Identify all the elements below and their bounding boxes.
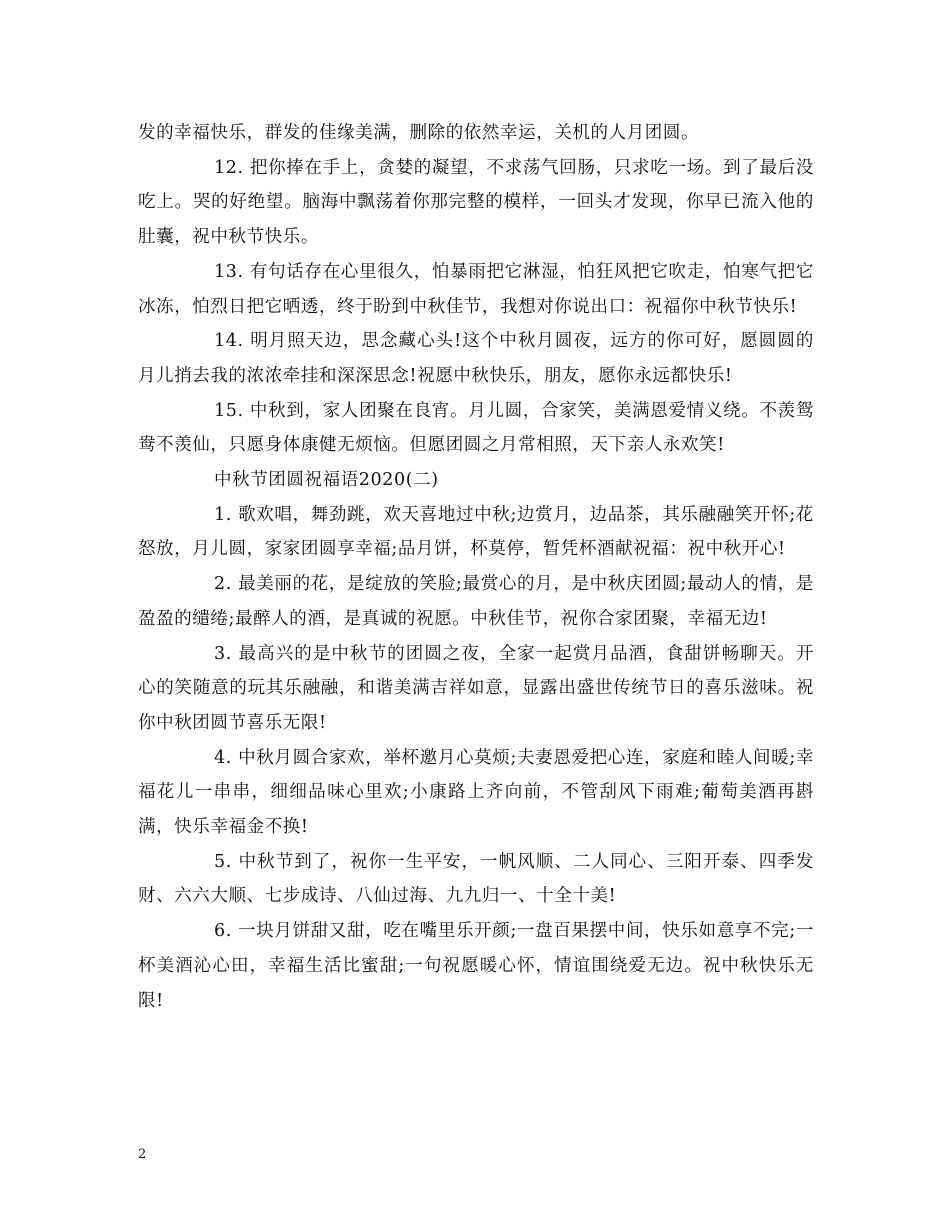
greeting-item-4: 4. 中秋月圆合家欢，举杯邀月心莫烦;夫妻恩爱把心连，家庭和睦人间暖;幸福花儿一串串，细细品味心里欢;小康路上齐向前，不管刮风下雨难;葡萄美酒再斟满，快乐幸福金不换! [138,747,814,838]
document-body [138,116,814,1018]
greeting-item-13: 13. 有句话存在心里很久，怕暴雨把它淋湿，怕狂风把它吹走，怕寒气把它冰冻，怕烈日把它晒透，终于盼到中秋佳节，我想对你说出口：祝福你中秋节快乐! [138,261,814,317]
greeting-item-2: 2. 最美丽的花，是绽放的笑脸;最赏心的月，是中秋庆团圆;最动人的情，是盈盈的缱绻;最醉人的酒，是真诚的祝愿。中秋佳节，祝你合家团聚，幸福无边! [138,574,814,629]
greeting-item-3: 3. 最高兴的是中秋节的团圆之夜，全家一起赏月品酒，食甜饼畅聊天。开心的笑随意的玩其乐融融，和谐美满吉祥如意，显露出盛世传统节日的喜乐滋味。祝你中秋团圆节喜乐无限! [138,643,814,733]
continuation-paragraph: 发的幸福快乐，群发的佳缘美满，删除的依然幸运，关机的人月团圆。 [138,123,700,143]
greeting-item-1: 1. 歌欢唱，舞劲跳，欢天喜地过中秋;边赏月，边品茶，其乐融融笑开怀;花怒放，月儿圆，家家团圆享幸福;品月饼，杯莫停，暂凭杯酒献祝福：祝中秋开心! [138,504,814,560]
page-number: 2 [138,1147,147,1162]
greeting-item-14: 14. 明月照天边，思念藏心头!这个中秋月圆夜，远方的你可好，愿圆圆的月儿捎去我的浓浓牵挂和深深思念!祝愿中秋快乐，朋友，愿你永远都快乐! [138,331,814,386]
greeting-item-12: 12. 把你捧在手上，贪婪的凝望，不求荡气回肠，只求吃一场。到了最后没吃上。哭的好绝望。脑海中飘荡着你那完整的模样，一回头才发现，你早已流入他的肚囊，祝中秋节快乐。 [138,157,814,248]
greeting-item-15: 15. 中秋到，家人团聚在良宵。月儿圆，合家笑，美满恩爱情义绕。不羡鸳鸯不羡仙，只愿身体康健无烦恼。但愿团圆之月常相照，天下亲人永欢笑! [138,400,814,456]
greeting-item-5: 5. 中秋节到了，祝你一生平安，一帆风顺、二人同心、三阳开泰、四季发财、六六大顺、七步成诗、八仙过海、九九归一、十全十美! [138,851,814,907]
greeting-item-6: 6. 一块月饼甜又甜，吃在嘴里乐开颜;一盘百果摆中间，快乐如意享不完;一杯美酒沁心田，幸福生活比蜜甜;一句祝愿暖心怀，情谊围绕爱无边。祝中秋快乐无限! [138,921,814,1011]
section-heading: 中秋节团圆祝福语2020(二) [214,470,439,491]
